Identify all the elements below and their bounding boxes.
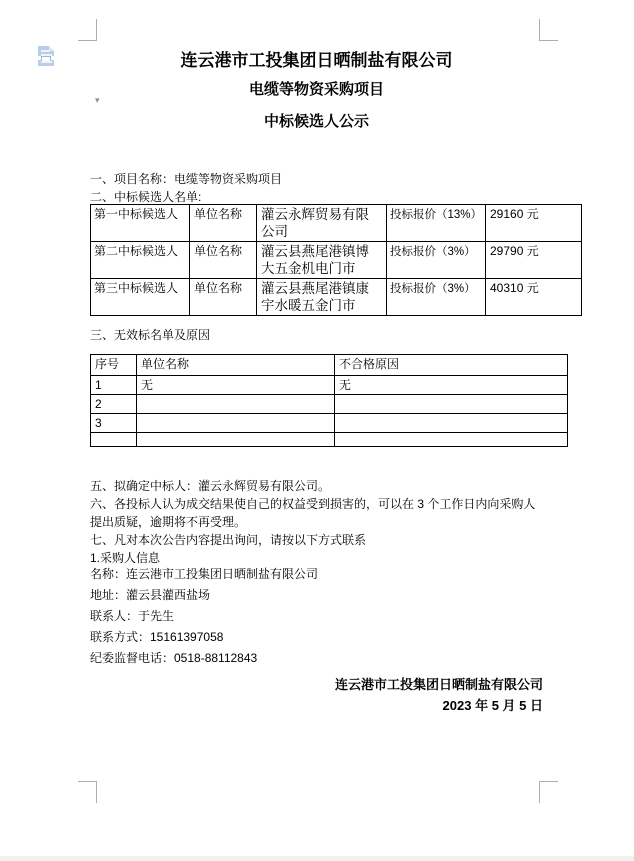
candidate-rank: 第一中标候选人 [91,205,190,242]
table-row [91,395,568,414]
table-header-row [91,355,568,376]
doc-title-announcement: 中标候选人公示 [263,113,369,130]
price-label: 投标报价（3%） [387,242,486,279]
cell-company [137,395,335,414]
chevron-down-icon[interactable]: ▾ [95,95,100,105]
cell-seq: 1 [91,376,137,395]
price-value: 40310 元 [486,279,582,316]
table-row [91,414,568,433]
table-row [91,433,568,447]
section-contact-intro: 七、凡对本次公告内容提出询问，请按以下方式联系 [90,533,367,547]
cell-seq: 3 [91,414,137,433]
company-name: 灌云永辉贸易有限公司 [257,205,387,242]
doc-title-project: 电缆等物资采购项目 [248,81,384,98]
price-value: 29160 元 [486,205,582,242]
buyer-name: 名称：连云港市工投集团日晒制盐有限公司 [90,567,319,581]
signature-company: 连云港市工投集团日晒制盐有限公司 [334,677,543,692]
section-project-name: 一、项目名称：电缆等物资采购项目 [90,172,283,186]
cell-reason [335,433,568,447]
field-label: 单位名称 [190,242,257,279]
margin-mark-top-left [78,19,97,41]
table-row [91,279,582,316]
buyer-info-heading: 1.采购人信息 [90,551,161,565]
section-candidates-list-heading: 二、中标候选人名单: [90,190,202,204]
price-label: 投标报价（13%） [387,205,486,242]
price-label: 投标报价（3%） [387,279,486,316]
table-row [91,376,568,395]
paste-options-button[interactable] [37,45,100,105]
margin-mark-bottom-right [539,781,558,803]
cell-reason [335,414,568,433]
field-label: 单位名称 [190,279,257,316]
signature-block [90,674,543,716]
cell-seq: 2 [91,395,137,414]
buyer-phone: 联系方式：15161397058 [90,630,224,644]
buyer-supervision-phone: 纪委监督电话：0518-88112843 [90,651,258,665]
company-name: 灌云县燕尾港镇康宇水暖五金门市 [257,279,387,316]
doc-title-company: 连云港市工投集团日晒制盐有限公司 [180,51,453,70]
candidate-rank: 第二中标候选人 [91,242,190,279]
cell-company [137,433,335,447]
table-row [91,205,582,242]
margin-mark-bottom-left [78,781,97,803]
section-objection-rules: 六、各投标人认为成交结果使自己的权益受到损害的，可以在 3 个工作日内向采购人提出质疑，逾期将不再受理。 [90,497,536,529]
field-label: 单位名称 [190,205,257,242]
section-invalid-bids-heading: 三、无效标名单及原因 [90,328,211,342]
invalid-bids-table [90,354,568,447]
table-row [91,242,582,279]
cell-company: 无 [137,376,335,395]
header-reason: 不合格原因 [335,355,568,376]
header-company: 单位名称 [137,355,335,376]
signature-date: 2023 年 5 月 5 日 [442,698,543,713]
margin-mark-top-right [539,19,558,41]
buyer-contact-person: 联系人：于先生 [90,609,175,623]
buyer-contact-block [90,564,547,669]
clipboard-paste-icon [38,46,54,66]
header-seq: 序号 [91,355,137,376]
cell-company [137,414,335,433]
section-winner: 五、拟确定中标人：灌云永辉贸易有限公司。 [90,479,331,493]
candidate-rank: 第三中标候选人 [91,279,190,316]
price-value: 29790 元 [486,242,582,279]
cell-reason: 无 [335,376,568,395]
page-bottom-edge [0,856,634,861]
cell-reason [335,395,568,414]
cell-seq [91,433,137,447]
company-name: 灌云县燕尾港镇博大五金机电门市 [257,242,387,279]
candidates-table [90,204,582,316]
buyer-address: 地址：灌云县灌西盐场 [90,588,211,602]
